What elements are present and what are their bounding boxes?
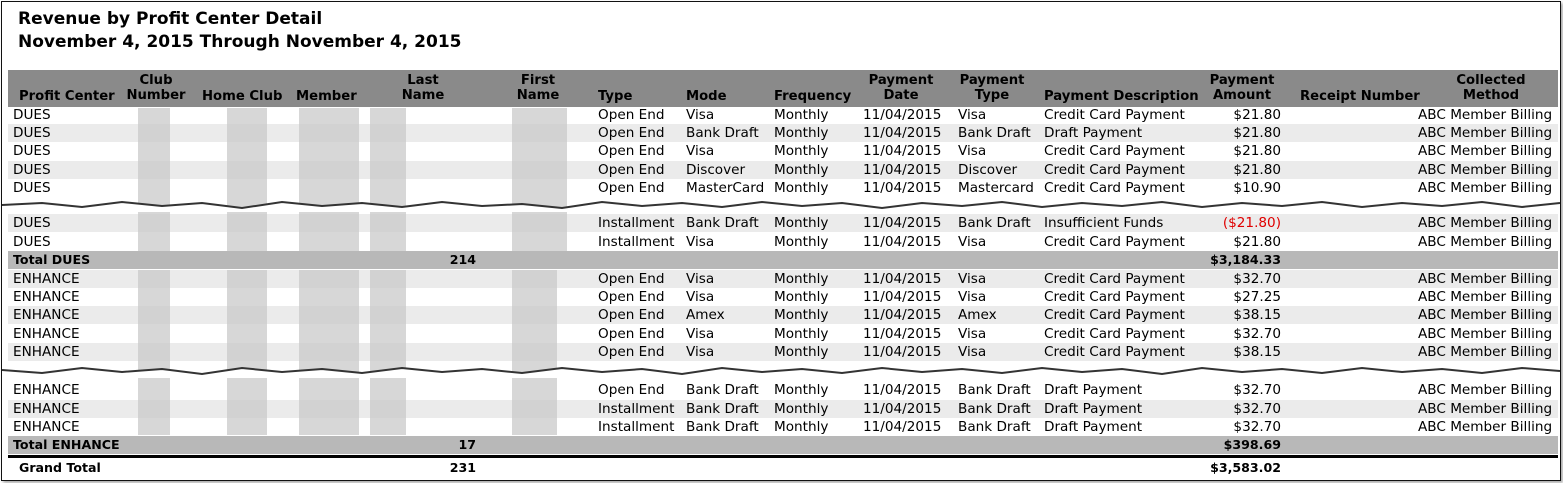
cell-collected: ABC Member Billing: [1418, 382, 1553, 398]
cell-payment-type: Amex: [958, 307, 997, 323]
cell-type: Open End: [598, 289, 665, 305]
cell-description: Credit Card Payment: [1044, 307, 1185, 323]
cell-payment-type: Bank Draft: [958, 382, 1031, 398]
cell-amount: $38.15: [1233, 344, 1281, 360]
cell-type: Installment: [598, 215, 675, 231]
cell-type: Open End: [598, 180, 665, 196]
cell-description: Credit Card Payment: [1044, 162, 1185, 178]
cell-profit-center: ENHANCE: [13, 419, 80, 435]
col-header-first-name: First Name: [516, 73, 560, 103]
cell-profit-center: DUES: [13, 107, 51, 123]
col-header-home-club: Home Club: [202, 89, 283, 104]
cell-amount: $21.80: [1233, 125, 1281, 141]
cell-profit-center: ENHANCE: [13, 382, 80, 398]
cell-date: 11/04/2015: [863, 162, 942, 178]
cell-date: 11/04/2015: [863, 180, 942, 196]
report-title: Revenue by Profit Center Detail: [18, 9, 323, 29]
cell-type: Open End: [598, 307, 665, 323]
cell-mode: Visa: [686, 271, 715, 287]
cell-profit-center: DUES: [13, 180, 51, 196]
cell-payment-type: Visa: [958, 289, 987, 305]
cell-amount: $27.25: [1233, 289, 1281, 305]
cell-amount: $21.80: [1233, 234, 1281, 250]
cell-amount: $21.80: [1233, 162, 1281, 178]
cell-payment-type: Mastercard: [958, 180, 1034, 196]
cell-type: Open End: [598, 162, 665, 178]
cell-mode: Bank Draft: [686, 401, 759, 417]
cell-frequency: Monthly: [774, 419, 829, 435]
cell-date: 11/04/2015: [863, 143, 942, 159]
total-enhance-label: Total ENHANCE: [13, 437, 120, 452]
cell-frequency: Monthly: [774, 125, 829, 141]
cell-profit-center: ENHANCE: [13, 307, 80, 323]
cell-description: Draft Payment: [1044, 419, 1143, 435]
cell-frequency: Monthly: [774, 326, 829, 342]
cell-amount: $38.15: [1233, 307, 1281, 323]
cell-payment-type: Bank Draft: [958, 419, 1031, 435]
cell-type: Open End: [598, 344, 665, 360]
cell-amount: $21.80: [1233, 143, 1281, 159]
cell-mode: Visa: [686, 289, 715, 305]
cell-payment-type: Bank Draft: [958, 125, 1031, 141]
col-header-frequency: Frequency: [774, 89, 852, 104]
cell-mode: Bank Draft: [686, 125, 759, 141]
cell-collected: ABC Member Billing: [1418, 289, 1553, 305]
cell-description: Draft Payment: [1044, 125, 1143, 141]
cell-amount: $32.70: [1233, 419, 1281, 435]
col-header-last-name: Last Name: [401, 73, 445, 103]
torn-edge-divider-2: [2, 364, 1560, 378]
cell-mode: Visa: [686, 234, 715, 250]
col-header-payment-amount: Payment Amount: [1209, 73, 1275, 103]
cell-frequency: Monthly: [774, 162, 829, 178]
cell-mode: Amex: [686, 307, 725, 323]
cell-profit-center: ENHANCE: [13, 326, 80, 342]
cell-amount: $32.70: [1233, 326, 1281, 342]
cell-date: 11/04/2015: [863, 382, 942, 398]
cell-amount: $21.80: [1233, 107, 1281, 123]
total-dues-amount: $3,184.33: [1210, 252, 1281, 267]
cell-type: Installment: [598, 401, 675, 417]
cell-frequency: Monthly: [774, 107, 829, 123]
cell-collected: ABC Member Billing: [1418, 401, 1553, 417]
torn-edge-divider: [2, 198, 1560, 212]
cell-type: Open End: [598, 326, 665, 342]
grand-total-count: 231: [449, 460, 476, 475]
cell-frequency: Monthly: [774, 307, 829, 323]
cell-date: 11/04/2015: [863, 307, 942, 323]
cell-type: Open End: [598, 382, 665, 398]
col-header-type: Type: [598, 89, 633, 104]
cell-mode: Bank Draft: [686, 419, 759, 435]
cell-payment-type: Visa: [958, 234, 987, 250]
cell-type: Open End: [598, 125, 665, 141]
table-header: [8, 70, 1558, 107]
cell-date: 11/04/2015: [863, 401, 942, 417]
cell-description: Credit Card Payment: [1044, 107, 1185, 123]
cell-frequency: Monthly: [774, 234, 829, 250]
cell-collected: ABC Member Billing: [1418, 107, 1553, 123]
cell-collected: ABC Member Billing: [1418, 307, 1553, 323]
cell-date: 11/04/2015: [863, 419, 942, 435]
cell-collected: ABC Member Billing: [1418, 215, 1553, 231]
cell-description: Credit Card Payment: [1044, 271, 1185, 287]
cell-payment-type: Visa: [958, 326, 987, 342]
cell-amount: $32.70: [1233, 401, 1281, 417]
col-header-mode: Mode: [686, 89, 727, 104]
cell-profit-center: DUES: [13, 125, 51, 141]
col-header-receipt-number: Receipt Number: [1300, 89, 1420, 104]
col-header-collected-method: Collected Method: [1456, 73, 1526, 103]
cell-profit-center: ENHANCE: [13, 289, 80, 305]
col-header-payment-type: Payment Type: [959, 73, 1025, 103]
cell-amount: $32.70: [1233, 271, 1281, 287]
cell-payment-type: Bank Draft: [958, 401, 1031, 417]
cell-type: Open End: [598, 271, 665, 287]
cell-description: Credit Card Payment: [1044, 234, 1185, 250]
cell-profit-center: ENHANCE: [13, 401, 80, 417]
cell-frequency: Monthly: [774, 180, 829, 196]
cell-mode: Visa: [686, 107, 715, 123]
cell-description: Draft Payment: [1044, 382, 1143, 398]
grand-total-amount: $3,583.02: [1210, 460, 1281, 475]
cell-collected: ABC Member Billing: [1418, 162, 1553, 178]
cell-collected: ABC Member Billing: [1418, 344, 1553, 360]
cell-profit-center: DUES: [13, 143, 51, 159]
cell-frequency: Monthly: [774, 401, 829, 417]
cell-collected: ABC Member Billing: [1418, 326, 1553, 342]
cell-mode: Bank Draft: [686, 382, 759, 398]
col-header-payment-description: Payment Description: [1044, 89, 1199, 104]
cell-description: Credit Card Payment: [1044, 326, 1185, 342]
cell-date: 11/04/2015: [863, 215, 942, 231]
cell-amount: $10.90: [1233, 180, 1281, 196]
report-frame: [1, 1, 1561, 481]
cell-frequency: Monthly: [774, 344, 829, 360]
cell-profit-center: DUES: [13, 234, 51, 250]
cell-date: 11/04/2015: [863, 344, 942, 360]
cell-date: 11/04/2015: [863, 125, 942, 141]
cell-frequency: Monthly: [774, 143, 829, 159]
col-header-payment-date: Payment Date: [868, 73, 934, 103]
cell-mode: Discover: [686, 162, 746, 178]
cell-mode: Visa: [686, 326, 715, 342]
grand-total-row: [8, 459, 1558, 477]
cell-amount: ($21.80): [1222, 215, 1281, 231]
cell-profit-center: DUES: [13, 162, 51, 178]
cell-date: 11/04/2015: [863, 326, 942, 342]
col-header-profit-center: Profit Center: [19, 89, 115, 104]
cell-collected: ABC Member Billing: [1418, 180, 1553, 196]
cell-date: 11/04/2015: [863, 271, 942, 287]
grand-total-divider: [8, 455, 1558, 458]
cell-description: Draft Payment: [1044, 401, 1143, 417]
cell-mode: Bank Draft: [686, 215, 759, 231]
cell-amount: $32.70: [1233, 382, 1281, 398]
cell-collected: ABC Member Billing: [1418, 419, 1553, 435]
cell-description: Credit Card Payment: [1044, 180, 1185, 196]
total-dues-label: Total DUES: [13, 252, 91, 267]
report-date-range: November 4, 2015 Through November 4, 2015: [18, 32, 462, 52]
cell-collected: ABC Member Billing: [1418, 271, 1553, 287]
cell-profit-center: DUES: [13, 215, 51, 231]
total-dues-count: 214: [449, 252, 476, 267]
cell-date: 11/04/2015: [863, 289, 942, 305]
cell-payment-type: Visa: [958, 344, 987, 360]
cell-date: 11/04/2015: [863, 234, 942, 250]
grand-total-label: Grand Total: [19, 460, 101, 475]
total-enhance-amount: $398.69: [1223, 437, 1281, 452]
cell-payment-type: Visa: [958, 143, 987, 159]
cell-date: 11/04/2015: [863, 107, 942, 123]
cell-type: Installment: [598, 419, 675, 435]
cell-payment-type: Bank Draft: [958, 215, 1031, 231]
cell-profit-center: ENHANCE: [13, 344, 80, 360]
cell-collected: ABC Member Billing: [1418, 143, 1553, 159]
cell-mode: MasterCard: [686, 180, 765, 196]
cell-mode: Visa: [686, 143, 715, 159]
total-enhance-count: 17: [458, 437, 476, 452]
cell-description: Credit Card Payment: [1044, 289, 1185, 305]
cell-frequency: Monthly: [774, 271, 829, 287]
cell-frequency: Monthly: [774, 215, 829, 231]
total-enhance-row: [8, 436, 1558, 454]
cell-payment-type: Visa: [958, 107, 987, 123]
cell-description: Insufficient Funds: [1044, 215, 1164, 231]
cell-payment-type: Discover: [958, 162, 1018, 178]
col-header-club-number: Club Number: [126, 73, 186, 103]
col-header-member: Member: [296, 89, 357, 104]
cell-mode: Visa: [686, 344, 715, 360]
cell-collected: ABC Member Billing: [1418, 125, 1553, 141]
cell-description: Credit Card Payment: [1044, 143, 1185, 159]
cell-type: Open End: [598, 107, 665, 123]
cell-type: Open End: [598, 143, 665, 159]
cell-description: Credit Card Payment: [1044, 344, 1185, 360]
cell-profit-center: ENHANCE: [13, 271, 80, 287]
cell-payment-type: Visa: [958, 271, 987, 287]
cell-frequency: Monthly: [774, 289, 829, 305]
cell-type: Installment: [598, 234, 675, 250]
cell-collected: ABC Member Billing: [1418, 234, 1553, 250]
total-dues-row: [8, 251, 1558, 269]
cell-frequency: Monthly: [774, 382, 829, 398]
